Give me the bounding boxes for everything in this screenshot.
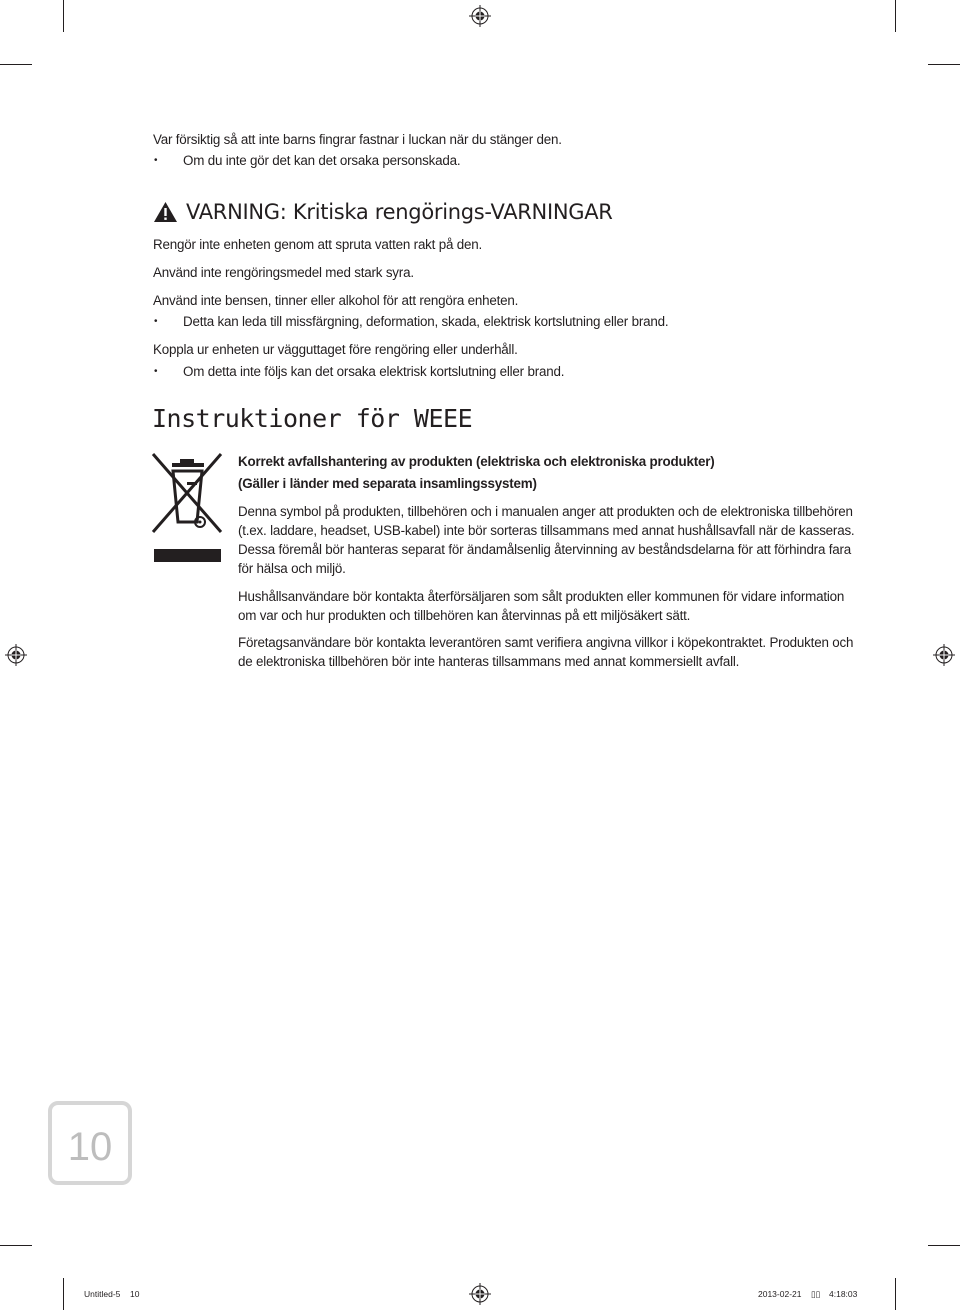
weee-paragraph: Företagsanvändare bör kontakta leverantören samt verifiera angivna villkor i köpekontraktet. Produkten och de elektroniska tillbehören bör inte hanteras tillsammans med annat kommersiellt avfall. [238, 635, 854, 669]
crossed-out-wheelie-bin-icon [151, 452, 223, 566]
intro-text: Var försiktig så att inte barns fingrar fastnar i luckan när du stänger den. [153, 132, 562, 147]
weee-paragraph: Denna symbol på produkten, tillbehören och i manualen anger att produkten och de elektroniska tillbehören (t.ex. laddare, headset, USB-kabel) inte bör sorteras tillsammans med annat hushållsavfall när de kasseras. Dessa föremål bör hanteras separat för ändamålsenlig återvinning av beståndsdelarna för att förhindra fara för hälsa och miljö. [238, 504, 855, 576]
weee-paragraph: Hushållsanvändare bör kontakta återförsäljaren som sålt produkten eller kommunen för vidare information om var och hur produkten och tillbehören kan återvinnas på ett miljösäkert sätt. [238, 589, 845, 623]
warning-line: Koppla ur enheten ur vägguttaget före rengöring eller underhåll. [153, 342, 518, 357]
bullet-marker: • [154, 155, 158, 166]
page-number: 10 [67, 1125, 113, 1169]
page-number-box [48, 1101, 132, 1185]
warning-line: Använd inte rengöringsmedel med stark syra. [153, 265, 414, 280]
crop-mark [928, 1245, 960, 1246]
crop-mark [63, 1278, 64, 1310]
weee-heading: Korrekt avfallshantering av produkten (elektriska och elektroniska produkter) [238, 454, 715, 469]
warning-bullet: Detta kan leda till missfärgning, deformation, skada, elektrisk kortslutning eller brand. [183, 314, 669, 329]
footer-page: 10 [130, 1289, 140, 1299]
warning-heading-text: VARNING: Kritiska rengörings-VARNINGAR [186, 200, 613, 224]
crop-mark [0, 64, 32, 65]
registration-mark-icon [469, 1283, 491, 1305]
crop-mark [895, 1278, 896, 1310]
footer-glyphs: ▯▯ [811, 1289, 821, 1299]
warning-bullet: Om detta inte följs kan det orsaka elektrisk kortslutning eller brand. [183, 364, 565, 379]
warning-line: Använd inte bensen, tinner eller alkohol för att rengöra enheten. [153, 293, 519, 308]
section-title: Instruktioner för WEEE [152, 404, 473, 433]
warning-heading [153, 199, 613, 225]
bullet-marker: • [154, 316, 158, 327]
crop-mark [0, 1245, 32, 1246]
bullet-marker: • [154, 366, 158, 377]
intro-bullet: Om du inte gör det kan det orsaka personskada. [183, 153, 461, 168]
warning-line: Rengör inte enheten genom att spruta vatten rakt på den. [153, 237, 482, 252]
crop-mark [63, 0, 64, 32]
footer-filename: Untitled-5 [84, 1289, 121, 1299]
footer-date: 2013-02-21 [758, 1289, 802, 1299]
crop-mark [895, 0, 896, 32]
crop-mark [928, 64, 960, 65]
weee-subheading: (Gäller i länder med separata insamlingssystem) [238, 476, 537, 491]
footer-time: 4:18:03 [829, 1289, 858, 1299]
warning-triangle-icon [153, 201, 178, 223]
registration-mark-icon [5, 644, 27, 666]
registration-mark-icon [933, 644, 955, 666]
registration-mark-icon [469, 5, 491, 27]
